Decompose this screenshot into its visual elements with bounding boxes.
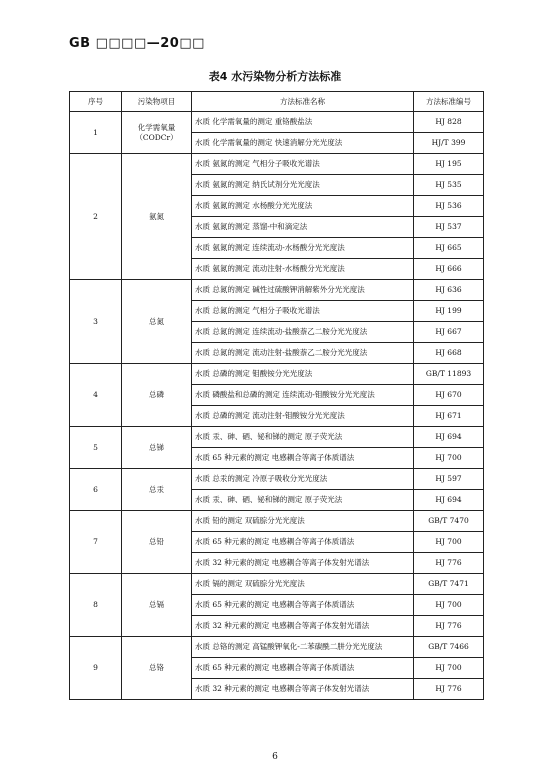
column-header-method: 方法标准名称 [192,92,414,112]
method-name-cell: 水质 镉的测定 双硫腙分光光度法 [192,574,414,595]
method-code-cell: GB/T 7471 [414,574,484,595]
pollutant-item-cell: 总铬 [122,637,192,700]
method-name-cell: 水质 32 种元素的测定 电感耦合等离子体发射光谱法 [192,616,414,637]
table-row [70,511,484,532]
row-number-cell: 7 [70,511,122,574]
method-code-cell: HJ 666 [414,259,484,280]
method-code-cell: HJ 700 [414,658,484,679]
method-code-cell: HJ 537 [414,217,484,238]
table-caption: 表4 水污染物分析方法标准 [208,70,342,83]
row-number-cell: 8 [70,574,122,637]
method-name-cell: 水质 氨氮的测定 气相分子吸收光谱法 [192,154,414,175]
pollutant-item-cell: 总磷 [122,364,192,427]
row-number-cell: 9 [70,637,122,700]
method-name-cell: 水质 氨氮的测定 水杨酸分光光度法 [192,196,414,217]
method-name-cell: 水质 磷酸盐和总磷的测定 连续流动-钼酸铵分光光度法 [192,385,414,406]
method-code-cell: HJ 597 [414,469,484,490]
method-name-cell: 水质 总磷的测定 流动注射-钼酸铵分光光度法 [192,406,414,427]
methods-table [69,91,484,700]
method-name-cell: 水质 氨氮的测定 纳氏试剂分光光度法 [192,175,414,196]
pollutant-item-cell: 化学需氧量（CODCr） [122,112,192,154]
page-number: 6 [272,752,278,762]
method-code-cell: HJ 694 [414,427,484,448]
method-code-cell: GB/T 11893 [414,364,484,385]
method-code-cell: HJ 700 [414,595,484,616]
method-name-cell: 水质 65 种元素的测定 电感耦合等离子体质谱法 [192,658,414,679]
pollutant-item-cell: 总氮 [122,280,192,364]
table-row [70,574,484,595]
method-code-cell: HJ 536 [414,196,484,217]
pollutant-item-cell: 总镉 [122,574,192,637]
table-row [70,154,484,175]
document-header: GB □□□□—20□□ [69,36,205,51]
table-row [70,280,484,301]
row-number-cell: 4 [70,364,122,427]
method-code-cell: GB/T 7466 [414,637,484,658]
method-name-cell: 水质 总磷的测定 钼酸铵分光光度法 [192,364,414,385]
table-row [70,637,484,658]
method-code-cell: HJ 636 [414,280,484,301]
method-code-cell: HJ 776 [414,679,484,700]
method-name-cell: 水质 总氮的测定 碱性过硫酸钾消解紫外分光光度法 [192,280,414,301]
method-name-cell: 水质 铅的测定 双硫腙分光光度法 [192,511,414,532]
method-code-cell: HJ 828 [414,112,484,133]
method-name-cell: 水质 化学需氧量的测定 重铬酸盐法 [192,112,414,133]
method-code-cell: HJ 535 [414,175,484,196]
table-row [70,469,484,490]
row-number-cell: 3 [70,280,122,364]
method-name-cell: 水质 汞、砷、硒、铋和锑的测定 原子荧光法 [192,427,414,448]
method-name-cell: 水质 65 种元素的测定 电感耦合等离子体质谱法 [192,595,414,616]
table-row [70,364,484,385]
row-number-cell: 6 [70,469,122,511]
method-name-cell: 水质 总氮的测定 连续流动-盐酸萘乙二胺分光光度法 [192,322,414,343]
method-code-cell: GB/T 7470 [414,511,484,532]
column-header-code: 方法标准编号 [414,92,484,112]
method-code-cell: HJ 776 [414,616,484,637]
method-name-cell: 水质 总铬的测定 高锰酸钾氧化-二苯碳酰二肼分光光度法 [192,637,414,658]
method-code-cell: HJ 671 [414,406,484,427]
method-name-cell: 水质 总氮的测定 气相分子吸收光谱法 [192,301,414,322]
pollutant-item-cell: 总锑 [122,427,192,469]
row-number-cell: 2 [70,154,122,280]
method-name-cell: 水质 32 种元素的测定 电感耦合等离子体发射光谱法 [192,553,414,574]
pollutant-item-cell: 总汞 [122,469,192,511]
method-name-cell: 水质 氨氮的测定 连续流动-水杨酸分光光度法 [192,238,414,259]
method-name-cell: 水质 汞、砷、硒、铋和锑的测定 原子荧光法 [192,490,414,511]
method-code-cell: HJ/T 399 [414,133,484,154]
column-header-item: 污染物项目 [122,92,192,112]
method-code-cell: HJ 670 [414,385,484,406]
method-name-cell: 水质 65 种元素的测定 电感耦合等离子体质谱法 [192,448,414,469]
method-code-cell: HJ 700 [414,532,484,553]
table-row [70,427,484,448]
method-name-cell: 水质 总汞的测定 冷原子吸收分光光度法 [192,469,414,490]
method-code-cell: HJ 700 [414,448,484,469]
method-code-cell: HJ 195 [414,154,484,175]
row-number-cell: 1 [70,112,122,154]
method-name-cell: 水质 氨氮的测定 蒸馏-中和滴定法 [192,217,414,238]
table-header-row [70,92,484,112]
method-name-cell: 水质 氨氮的测定 流动注射-水杨酸分光光度法 [192,259,414,280]
method-code-cell: HJ 665 [414,238,484,259]
pollutant-item-cell: 总铅 [122,511,192,574]
method-name-cell: 水质 32 种元素的测定 电感耦合等离子体发射光谱法 [192,679,414,700]
method-code-cell: HJ 694 [414,490,484,511]
table-row [70,112,484,133]
method-code-cell: HJ 199 [414,301,484,322]
method-name-cell: 水质 化学需氧量的测定 快速消解分光光度法 [192,133,414,154]
method-code-cell: HJ 667 [414,322,484,343]
row-number-cell: 5 [70,427,122,469]
method-code-cell: HJ 776 [414,553,484,574]
method-name-cell: 水质 总氮的测定 流动注射-盐酸萘乙二胺分光光度法 [192,343,414,364]
pollutant-item-cell: 氨氮 [122,154,192,280]
column-header-no: 序号 [70,92,122,112]
method-code-cell: HJ 668 [414,343,484,364]
table-body [70,112,484,700]
method-name-cell: 水质 65 种元素的测定 电感耦合等离子体质谱法 [192,532,414,553]
